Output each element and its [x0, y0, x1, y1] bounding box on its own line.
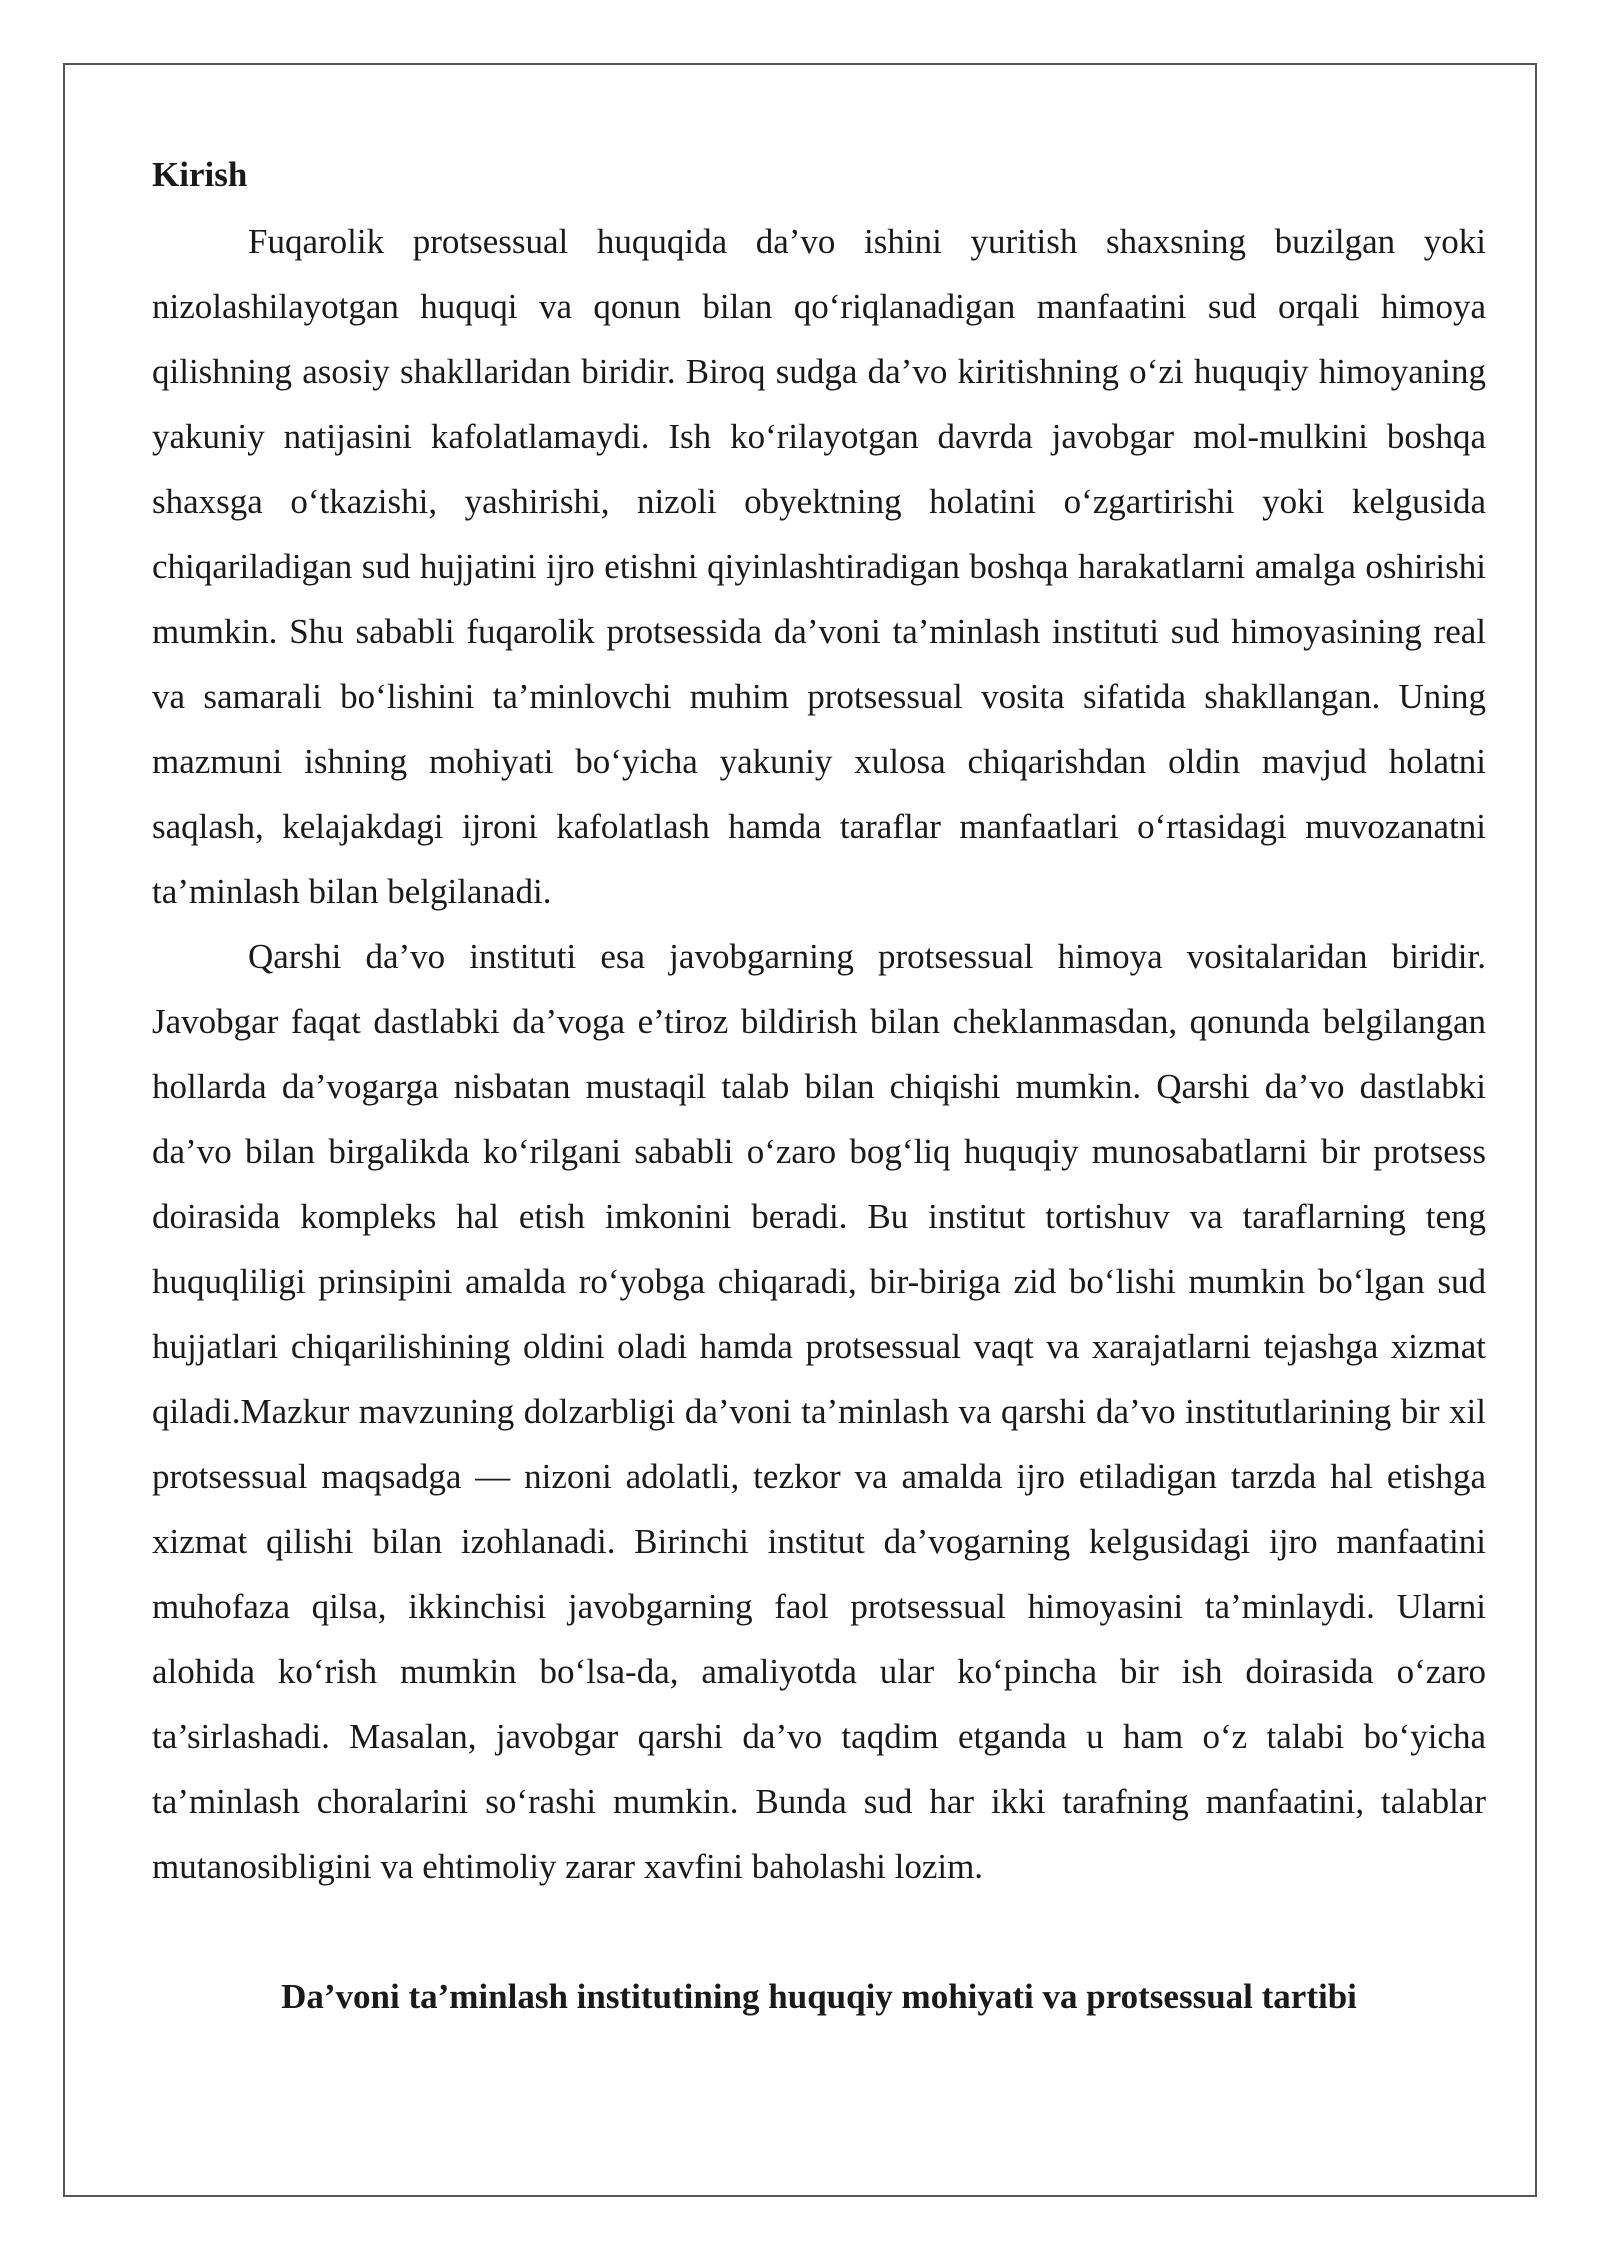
document-body — [152, 144, 1486, 2029]
heading-kirish: Kirish — [152, 155, 248, 194]
paragraph-2: Qarshi da’vo instituti esa javobgarning protsessual himoya vositalaridan biridir. Javobgar faqat dastlabki da’voga e’tiroz bildirish bilan cheklanmasdan, qonunda belgilangan hollarda da’vogarga nisbatan mustaqil talab bilan chiqishi mumkin. Qarshi da’vo dastlabki da’vo bilan birgalikda ko‘rilgani sababli o‘zaro bog‘liq huquqiy munosabatlarni bir protsess doirasida kompleks hal etish imkonini beradi. Bu institut tortishuv va taraflarning teng huquqliligi prinsipini amalda ro‘yobga chiqaradi, bir-biriga zid bo‘lishi mumkin bo‘lgan sud hujjatlari chiqarilishining oldini oladi hamda protsessual vaqt va xarajatlarni tejashga xizmat qiladi.Mazkur mavzuning dolzarbligi da’voni ta’minlash va qarshi da’vo institutlarining bir xil protsessual maqsadga — nizoni adolatli, tezkor va amalda ijro etiladigan tarzda hal etishga xizmat qilishi bilan izohlanadi. Birinchi institut da’vogarning kelgusidagi ijro manfaatini muhofaza qilsa, ikkinchisi javobgarning faol protsessual himoyasini ta’minlaydi. Ularni alohida ko‘rish mumkin bo‘lsa-da, amaliyotda ular ko‘pincha bir ish doirasida o‘zaro ta’sirlashadi. Masalan, javobgar qarshi da’vo taqdim etganda u ham o‘z talabi bo‘yicha ta’minlash choralarini so‘rashi mumkin. Bunda sud har ikki tarafning manfaatini, talablar mutanosibligini va ehtimoliy zarar xavfini baholashi lozim. — [152, 937, 1486, 1886]
paragraph-1: Fuqarolik protsessual huquqida da’vo ishini yuritish shaxsning buzilgan yoki nizolashilayotgan huquqi va qonun bilan qo‘riqlanadigan manfaatini sud orqali himoya qilishning asosiy shakllaridan biridir. Biroq sudga da’vo kiritishning o‘zi huquqiy himoyaning yakuniy natijasini kafolatlamaydi. Ish ko‘rilayotgan davrda javobgar mol-mulkini boshqa shaxsga o‘tkazishi, yashirishi, nizoli obyektning holatini o‘zgartirishi yoki kelgusida chiqariladigan sud hujjatini ijro etishni qiyinlashtiradigan boshqa harakatlarni amalga oshirishi mumkin. Shu sababli fuqarolik protsessida da’voni ta’minlash instituti sud himoyasining real va samarali bo‘lishini ta’minlovchi muhim protsessual vosita sifatida shakllangan. Uning mazmuni ishning mohiyati bo‘yicha yakuniy xulosa chiqarishdan oldin mavjud holatni saqlash, kelajakdagi ijroni kafolatlash hamda taraflar manfaatlari o‘rtasidagi muvozanatni ta’minlash bilan belgilanadi. — [152, 222, 1486, 911]
section-heading: Da’voni ta’minlash institutining huquqiy mohiyati va protsessual tartibi — [281, 1977, 1357, 2016]
